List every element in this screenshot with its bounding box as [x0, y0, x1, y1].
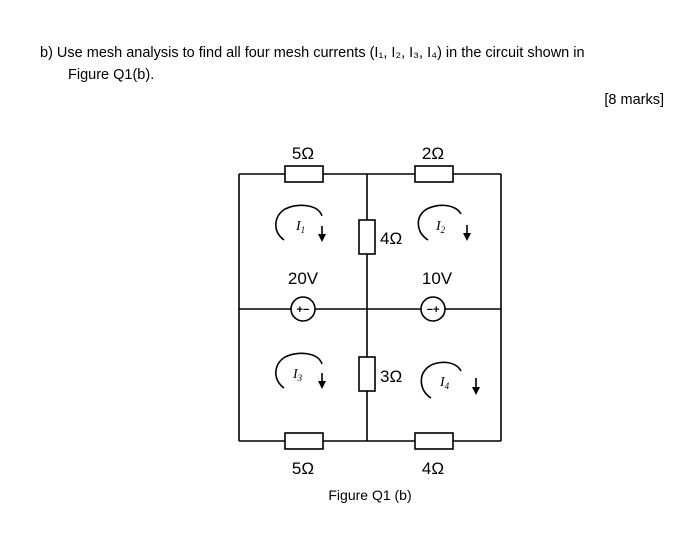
mesh-current-4: [421, 362, 476, 398]
resistor-bottom-left: [285, 433, 323, 449]
resistor-top-left-label: 5Ω: [291, 144, 315, 163]
circuit-wires: [239, 174, 501, 441]
mesh-current-2-label: $I_2$: [436, 219, 446, 235]
resistor-bottom-right: [415, 433, 453, 449]
voltage-source-left-label: 20V: [287, 269, 319, 288]
voltage-source-right-polarity: −+: [426, 304, 440, 316]
question-text-line1: b) Use mesh analysis to find all four mesh currents (I₁, I₂, I₃, I₄) in the circuit shown in: [40, 45, 585, 61]
marks-label: [8 marks]: [604, 92, 664, 108]
resistor-middle-upper-label: 4Ω: [380, 229, 403, 248]
mesh-current-4-label: $I_4$: [440, 375, 450, 391]
voltage-source-left-polarity: +−: [296, 304, 310, 316]
figure-caption: Figure Q1 (b): [328, 487, 412, 503]
resistor-middle-upper: [359, 220, 375, 254]
mesh-current-1: [276, 205, 322, 240]
voltage-source-right-label: 10V: [421, 269, 453, 288]
mesh-current-2: [418, 205, 467, 240]
resistor-top-right: [415, 166, 453, 182]
mesh-current-3: [276, 353, 322, 388]
resistor-bottom-right-label: 4Ω: [421, 459, 445, 478]
mesh-current-3-label: $I_3$: [293, 367, 303, 383]
resistor-middle-lower-label: 3Ω: [380, 367, 403, 386]
resistor-top-right-label: 2Ω: [421, 144, 445, 163]
question-text-line2: Figure Q1(b).: [68, 67, 155, 83]
resistor-middle-lower: [359, 357, 375, 391]
mesh-current-1-label: $I_1$: [296, 219, 306, 235]
resistor-bottom-left-label: 5Ω: [291, 459, 315, 478]
resistor-top-left: [285, 166, 323, 182]
